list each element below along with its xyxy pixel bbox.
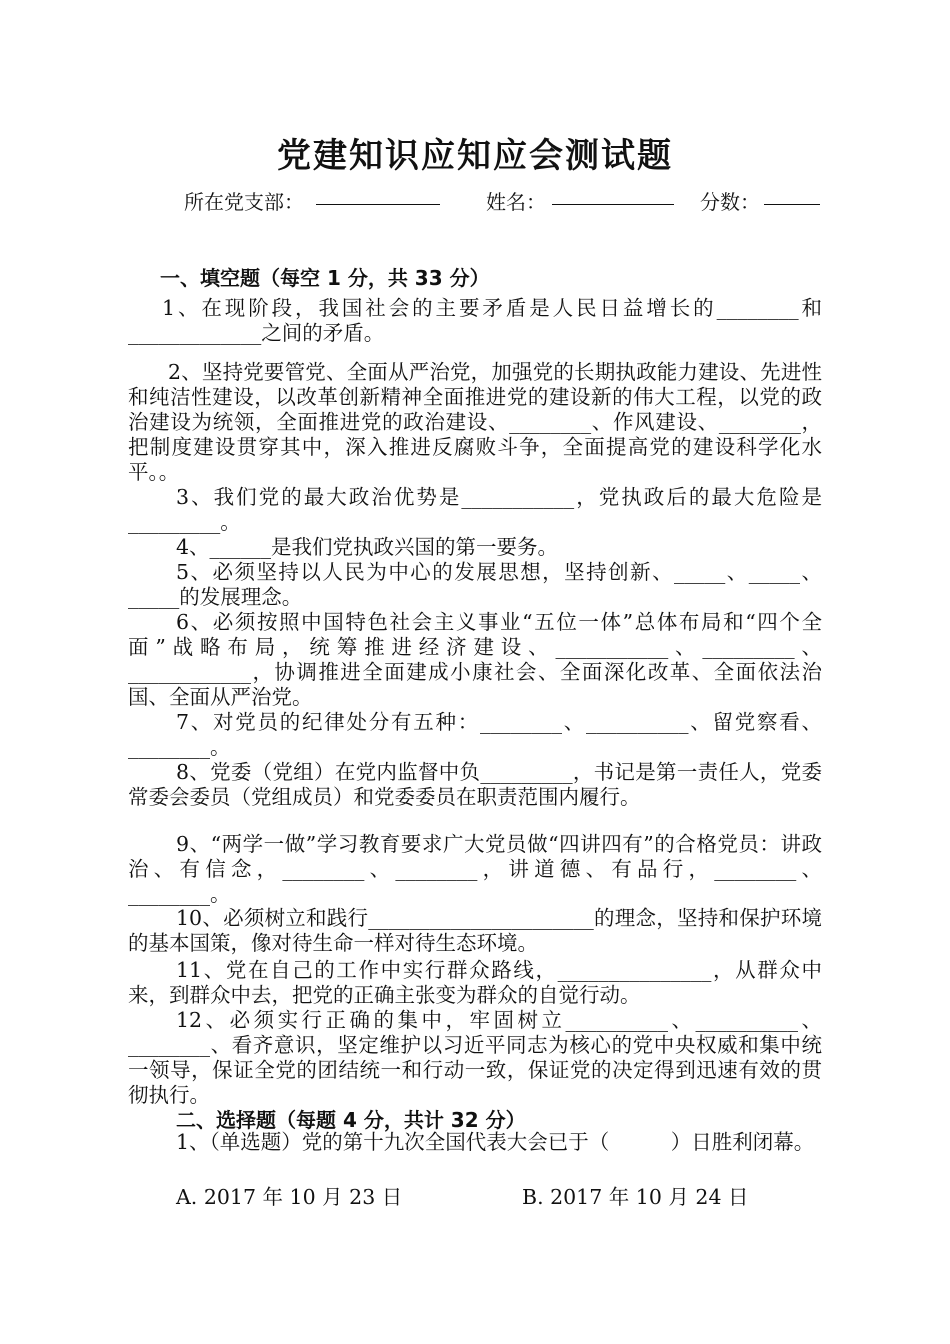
question-7: 7、对党员的纪律处分有五种：________、__________、留党察看、________。 — [128, 710, 822, 759]
question-9: 9、“两学一做”学习教育要求广大党员做“四讲四有”的合格党员：讲政治、有信念，________、________，讲道德、有品行，________、________。 — [128, 832, 822, 906]
branch-label: 所在党支部： — [184, 190, 304, 214]
question-10: 10、必须树立和践行______________________的理念，坚持和保护环境的基本国策，像对待生命一样对待生态环境。 — [128, 906, 822, 955]
choice-question-1-stem: 1、（单选题）党的第十九次全国代表大会已于（ ）日胜利闭幕。 — [176, 1130, 815, 1154]
question-5: 5、必须坚持以人民为中心的发展思想，坚持创新、_____、_____、_____的发展理念。 — [128, 560, 822, 609]
page-title: 党建知识应知应会测试题 — [277, 136, 673, 176]
section2-heading: 二、选择题（每题 4 分，共计 32 分） — [176, 1108, 526, 1132]
name-blank[interactable] — [552, 186, 674, 210]
section1-heading: 一、填空题（每空 1 分，共 33 分） — [160, 266, 490, 290]
question-6: 6、必须按照中国特色社会主义事业“五位一体”总体布局和“四个全面”战略布局，统筹推进经济建设、___________、_________、____________，协调推进全面建成小康社会、全面深化改革、全面依法治国、全面从严治党。 — [128, 610, 822, 709]
score-blank[interactable] — [764, 186, 820, 210]
question-3: 3、我们党的最大政治优势是___________，党执政后的最大危险是_________。 — [128, 485, 822, 534]
score-label: 分数： — [700, 190, 760, 214]
option-a[interactable]: A. 2017 年 10 月 23 日 — [176, 1185, 403, 1209]
branch-blank[interactable] — [316, 186, 440, 210]
option-b[interactable]: B. 2017 年 10 月 24 日 — [522, 1185, 749, 1209]
question-8: 8、党委（党组）在党内监督中负_________，书记是第一责任人，党委常委会委员（党组成员）和党委委员在职责范围内履行。 — [128, 760, 822, 809]
name-label: 姓名： — [486, 190, 546, 214]
question-12: 12、必须实行正确的集中，牢固树立__________、__________、________、看齐意识，坚定维护以习近平同志为核心的党中央权威和集中统一领导，保证全党的团结统一和行动一致，保证党的决定得到迅速有效的贯彻执行。 — [128, 1008, 822, 1107]
question-2: 2、坚持党要管党、全面从严治党，加强党的长期执政能力建设、先进性和纯洁性建设，以改革创新精神全面推进党的建设新的伟大工程，以党的政治建设为统领，全面推进党的政治建设、________、作风建设、________，把制度建设贯穿其中，深入推进反腐败斗争，全面提高党的建设科学化水平。。 — [128, 360, 822, 484]
question-1: 1、在现阶段，我国社会的主要矛盾是人民日益增长的________和_____________之间的矛盾。 — [128, 296, 822, 345]
question-4: 4、______是我们党执政兴国的第一要务。 — [176, 535, 559, 559]
question-11: 11、党在自己的工作中实行群众路线，_______________，从群众中来，到群众中去，把党的正确主张变为群众的自觉行动。 — [128, 958, 822, 1007]
